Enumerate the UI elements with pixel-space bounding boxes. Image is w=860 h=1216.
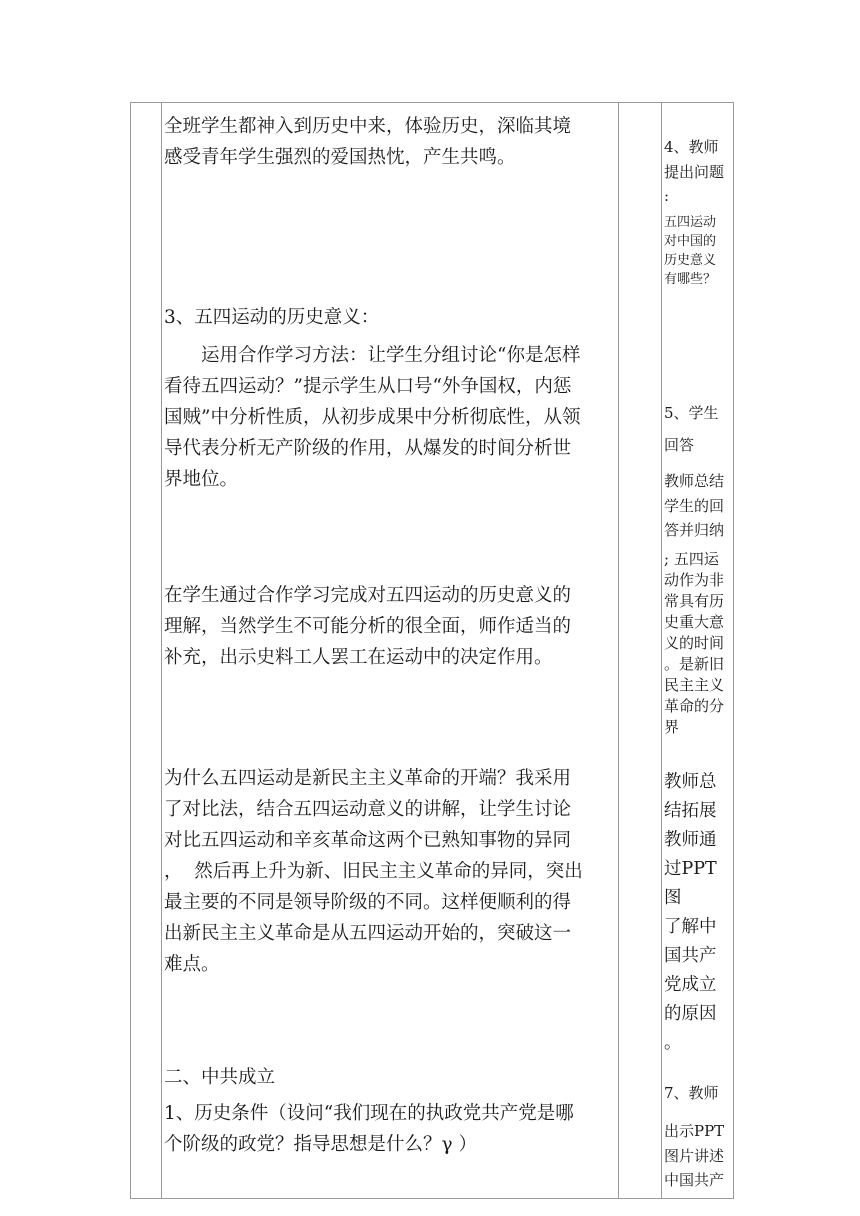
note-ppt-slides: 出示PPT 图片讲述 中国共产 bbox=[664, 1122, 725, 1189]
paragraph-teacher-supplement: 在学生通过合作学习完成对五四运动的历史意义的 理解，当然学生不可能分析的很全面，师作适当的 补充，出示史料工人罢工在运动中的决定作用。 bbox=[164, 585, 572, 668]
paragraph-cooperative-learning: 运用合作学习方法：让学生分组讨论“你是怎样 看待五四运动？”提示学生从口号“外争国权，内惩 国贼”中分析性质，从初步成果中分析彻底性，从领 导代表分析无产阶级的作用，从爆发的时间分析世 界地位。 bbox=[164, 345, 581, 490]
note-answer: 回答 bbox=[664, 436, 695, 454]
paragraph-immersion: 全班学生都神入到历史中来，体验历史，深临其境 感受青年学生强烈的爱国热忱，产生共鸣。 bbox=[164, 116, 572, 168]
column-divider bbox=[161, 103, 162, 1198]
paragraph-comparison-method: 为什么五四运动是新民主主义革命的开端？我采用 了对比法，结合五四运动意义的讲解，让学生讨论 对比五四运动和辛亥革命这两个已熟知事物的异同 ， 然后再上升为新、旧民主主义革命的异同，突出 最主要的不同是领导阶级的不同。这样便顺利的得 出新民主主义革命是从五四运动开始的，突破这一 难点。 bbox=[164, 768, 583, 975]
note-question-text: 五四运动 对中国的 历史意义 有哪些？ bbox=[664, 215, 717, 287]
note-teacher-step: 7、教师 bbox=[664, 1084, 719, 1102]
section-heading-founding: 二、中共成立 bbox=[164, 1067, 276, 1088]
lesson-plan-table bbox=[130, 102, 734, 1199]
note-student-step: 5、学生 bbox=[664, 404, 719, 422]
note-teacher-question: 4、教师 提出问题 : bbox=[664, 138, 725, 205]
paragraph-historical-conditions: 1、历史条件（设问“我们现在的执政党共产党是哪 个阶级的政党？指导思想是什么？γ ） bbox=[164, 1103, 574, 1155]
note-teacher-extension: 教师总 结拓展 教师通 过PPT图 了解中 国共产 党成立 的原因 。 bbox=[664, 772, 717, 1053]
note-teacher-summary: 教师总结 学生的回 答并归纳 bbox=[664, 472, 725, 539]
section-heading-significance: 3、五四运动的历史意义： bbox=[164, 307, 380, 328]
column-divider bbox=[661, 103, 662, 1198]
column-divider bbox=[618, 103, 619, 1198]
note-significance-summary: ; 五四运 动作为非 常具有历 史重大意 义的时间 。是新旧 民主主义 革命的分 界 bbox=[664, 550, 725, 736]
